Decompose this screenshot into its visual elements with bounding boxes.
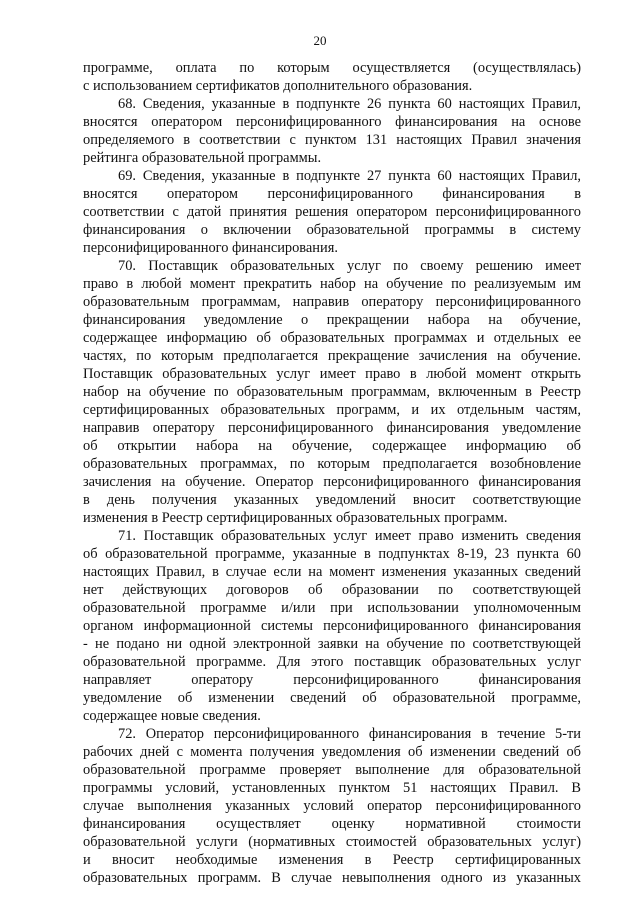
document-body [83, 59, 581, 887]
text-line: финансирования о включении образовательной программы в систему [83, 222, 581, 238]
text-line: соответствии с датой принятия решения оператором персонифицированного [83, 204, 581, 220]
text-line: персонифицированного финансирования. [83, 240, 338, 256]
text-line: программе, оплата по которым осуществляется (осуществлялась) [83, 60, 581, 76]
text-line: финансирования осуществляет оценку нормативной стоимости [83, 816, 581, 832]
paragraph [83, 257, 581, 527]
paragraph [83, 95, 581, 167]
text-line: содержащее новые сведения. [83, 708, 261, 724]
text-line: - не подано ни одной электронной заявки на обучение по соответствующей [83, 636, 581, 652]
text-line: изменения в Реестр сертифицированных образовательных программ. [83, 510, 508, 526]
text-line: сертифицированных образовательных программ, и их отдельным частям, [83, 402, 581, 418]
text-line: содержащее информацию об образовательных программах и отдельных ее [83, 330, 581, 346]
text-line: 71. Поставщик образовательных услуг имеет право изменить сведения [118, 528, 581, 544]
text-line: об образовательной программе, указанные в подпунктах 8-19, 23 пункта 60 [83, 546, 581, 562]
text-line: рейтинга образовательной программы. [83, 150, 322, 166]
text-line: набор на обучение по образовательным программам, включенным в Реестр [83, 384, 581, 400]
text-line: уведомление об изменении сведений об образовательной программе, [83, 690, 581, 706]
text-line: направляет оператору персонифицированного финансирования [83, 672, 581, 688]
paragraph [83, 527, 581, 725]
text-line: вносятся оператором персонифицированного финансирования на основе [83, 114, 581, 130]
text-line: нет действующих договоров об образовании по соответствующей [83, 582, 581, 598]
text-line: финансирования уведомление о прекращении набора на обучение, [83, 312, 581, 328]
text-line: случае выполнения указанных условий оператор персонифицированного [83, 798, 581, 814]
text-line: определяемого в соответствии с пунктом 131 настоящих Правил значения [83, 132, 581, 148]
text-line: вносятся оператором персонифицированного финансирования в [83, 186, 581, 202]
text-line: образовательной программе и/или при использовании уполномоченным [83, 600, 581, 616]
text-line: зачисления на обучение. Оператор персонифицированного финансирования [83, 474, 581, 490]
text-line: 69. Сведения, указанные в подпункте 27 пункта 60 настоящих Правил, [118, 168, 581, 184]
paragraph [83, 725, 581, 887]
text-line: программы условий, установленных пунктом 51 настоящих Правил. В [83, 780, 581, 796]
text-line: и вносит необходимые изменения в Реестр сертифицированных [83, 852, 581, 868]
text-line: с использованием сертификатов дополнительного образования. [83, 78, 473, 94]
text-line: образовательной программе проверяет выполнение для образовательной [83, 762, 581, 778]
text-line: Поставщик образовательных услуг имеет право в любой момент открыть [83, 366, 581, 382]
text-line: образовательных программ. В случае невыполнения одного из указанных [83, 870, 581, 886]
page-number: 20 [313, 33, 327, 48]
text-line: образовательной услуги (нормативных стоимостей образовательных услуг) [83, 834, 581, 850]
text-line: частях, по которым предполагается прекращение зачисления на обучение. [83, 348, 581, 364]
paragraph [83, 59, 581, 95]
text-line: право в любой момент прекратить набор на обучение по реализуемым им [83, 276, 581, 292]
text-line: об открытии набора на обучение, содержащее информацию об [83, 438, 581, 454]
text-line: 68. Сведения, указанные в подпункте 26 пункта 60 настоящих Правил, [118, 96, 581, 112]
text-line: образовательной программе. Для этого поставщик образовательных услуг [83, 654, 581, 670]
text-line: направив оператору персонифицированного финансирования уведомление [83, 420, 581, 436]
text-line: органом информационной системы персонифицированного финансирования [83, 618, 581, 634]
paragraph [83, 167, 581, 257]
text-line: образовательным программам, направив оператору персонифицированного [83, 294, 581, 310]
text-line: образовательных программах, по которым предполагается возобновление [83, 456, 581, 472]
text-line: 72. Оператор персонифицированного финансирования в течение 5-ти [118, 726, 581, 742]
text-line: в день получения указанных уведомлений вносит соответствующие [83, 492, 581, 508]
text-line: рабочих дней с момента получения уведомления об изменении сведений об [83, 744, 581, 760]
text-line: 70. Поставщик образовательных услуг по своему решению имеет [118, 258, 581, 274]
text-line: настоящих Правил, в случае если на момент изменения указанных сведений [83, 564, 581, 580]
